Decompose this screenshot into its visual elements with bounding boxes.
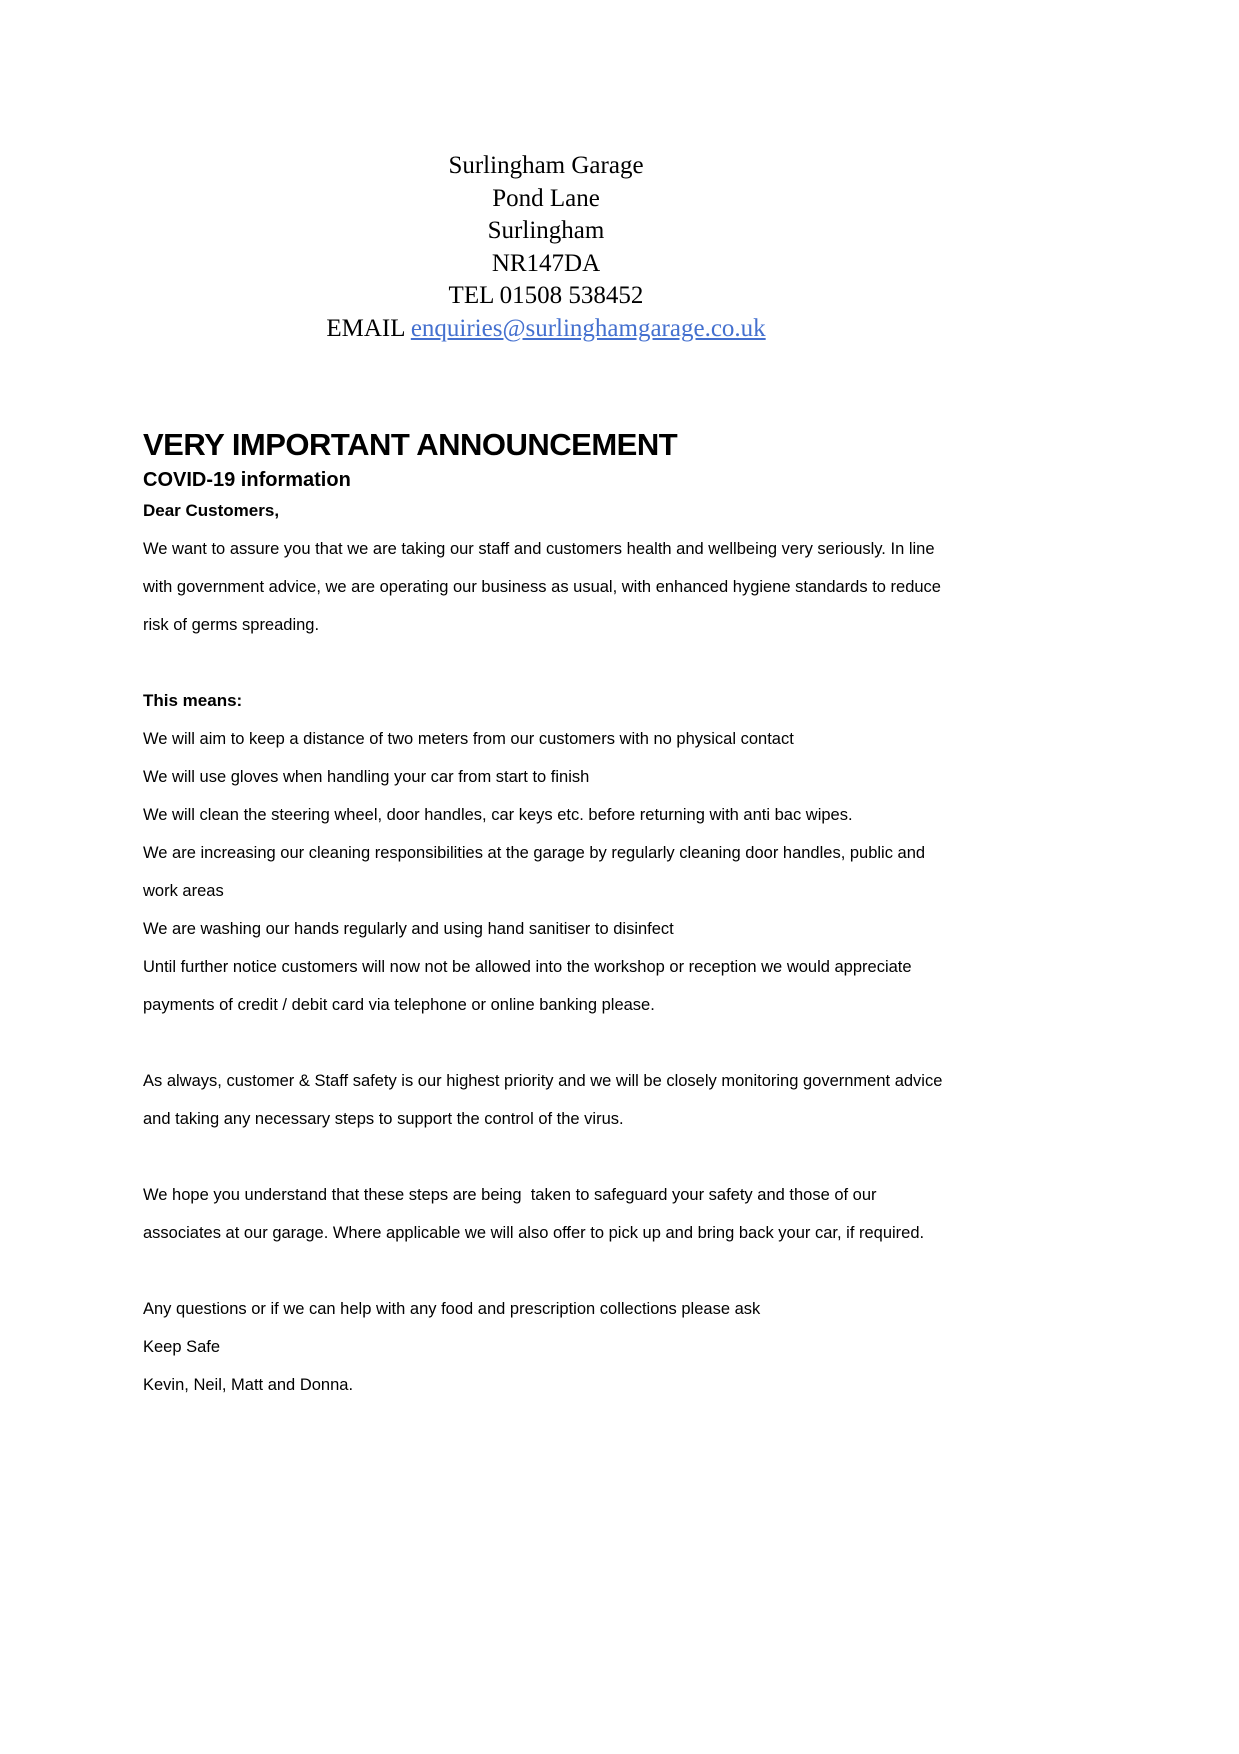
email-link[interactable]: enquiries@surlinghamgarage.co.uk bbox=[410, 314, 766, 342]
intro-paragraph: We want to assure you that we are taking our staff and customers health and wellbeing very seriously. In line with government advice, we are operating our business as usual, with enhanced hygiene standards to reduce risk of germs spreading. bbox=[143, 540, 946, 634]
measure-item: We will aim to keep a distance of two meters from our customers with no physical contact bbox=[143, 730, 794, 748]
this-means-heading: This means: bbox=[143, 691, 243, 710]
letterhead-address-line1: Pond Lane bbox=[492, 184, 600, 212]
salutation: Dear Customers, bbox=[143, 501, 280, 520]
letterhead-email-row bbox=[143, 313, 949, 346]
announcement-title: VERY IMPORTANT ANNOUNCEMENT bbox=[143, 427, 678, 462]
letterhead-address-line2: Surlingham bbox=[487, 217, 605, 244]
measure-item: We are washing our hands regularly and using hand sanitiser to disinfect bbox=[143, 920, 674, 938]
measure-item: Until further notice customers will now not be allowed into the workshop or reception we would appreciate payments of credit / debit card via telephone or online banking please. bbox=[143, 958, 917, 1014]
email-label: EMAIL bbox=[326, 314, 411, 342]
sign-off: Keep Safe bbox=[143, 1338, 221, 1356]
signature: Kevin, Neil, Matt and Donna. bbox=[143, 1376, 354, 1394]
letter-body bbox=[143, 492, 949, 1404]
measure-item: We will use gloves when handling your car from start to finish bbox=[143, 768, 590, 786]
letterhead-phone: TEL 01508 538452 bbox=[448, 282, 644, 309]
letterhead-postcode: NR147DA bbox=[491, 249, 601, 277]
closing-paragraph: We hope you understand that these steps are being taken to safeguard your safety and those of our associates at our garage. Where applicable we will also offer to pick up and bring back your car, if required. bbox=[143, 1186, 925, 1242]
letterhead bbox=[143, 150, 949, 345]
closing-paragraph: Any questions or if we can help with any food and prescription collections please ask bbox=[143, 1300, 761, 1318]
measure-item: We are increasing our cleaning responsibilities at the garage by regularly cleaning door handles, public and work areas bbox=[143, 844, 930, 900]
measure-item: We will clean the steering wheel, door handles, car keys etc. before returning with anti bac wipes. bbox=[143, 806, 853, 824]
letterhead-business-name: Surlingham Garage bbox=[448, 152, 644, 179]
announcement-subtitle: COVID-19 information bbox=[143, 469, 351, 491]
closing-paragraph: As always, customer & Staff safety is our highest priority and we will be closely monitoring government advice and taking any necessary steps to support the control of the virus. bbox=[143, 1072, 947, 1128]
